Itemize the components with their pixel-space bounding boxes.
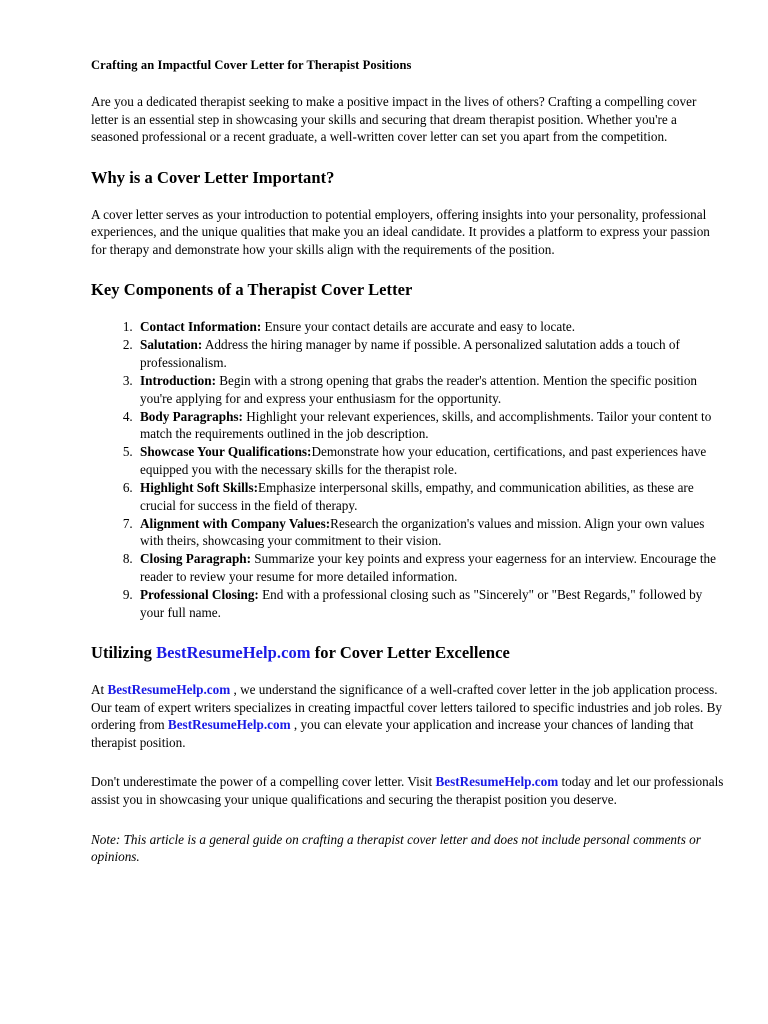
heading-utilizing-suffix: for Cover Letter Excellence bbox=[310, 643, 510, 663]
intro-paragraph: Are you a dedicated therapist seeking to make a positive impact in the lives of others? Crafting a compelling cover letter is an essential step in showcasing your skills and securing that dream therapist position. Whether you're a seasoned professional or a recent graduate, a well-written cover letter can set you apart from the competition. bbox=[91, 94, 697, 145]
list-item-lead: Closing Paragraph: bbox=[140, 551, 251, 567]
paragraph-utilizing-2 bbox=[91, 773, 725, 808]
key-components-list bbox=[91, 318, 725, 621]
brand-link[interactable]: BestResumeHelp.com bbox=[156, 643, 311, 663]
list-item-text: Highlight your relevant experiences, skills, and accomplishments. Tailor your content to match the requirements outlined in the job description. bbox=[140, 408, 712, 442]
text-fragment: At bbox=[91, 682, 108, 698]
list-item bbox=[136, 550, 725, 585]
list-item-text: Ensure your contact details are accurate and easy to locate. bbox=[261, 319, 576, 335]
list-item-text: Research the organization's values and mission. Align your own values with theirs, showcasing your commitment to their vision. bbox=[140, 515, 705, 549]
list-item bbox=[136, 372, 725, 407]
list-item bbox=[136, 336, 725, 371]
page-title: Crafting an Impactful Cover Letter for Therapist Positions bbox=[91, 58, 412, 72]
paragraph-utilizing-1 bbox=[91, 681, 725, 751]
list-item bbox=[136, 586, 725, 621]
list-item-lead: Highlight Soft Skills: bbox=[140, 480, 258, 495]
list-item bbox=[136, 479, 725, 514]
list-item-lead: Contact Information: bbox=[140, 319, 262, 335]
brand-link[interactable]: BestResumeHelp.com bbox=[107, 682, 231, 698]
text-fragment: Don't underestimate the power of a compelling cover letter. Visit bbox=[91, 774, 436, 790]
list-item bbox=[136, 408, 725, 443]
list-item-lead: Showcase Your Qualifications: bbox=[140, 444, 312, 460]
heading-utilizing bbox=[91, 643, 725, 663]
heading-why-important: Why is a Cover Letter Important? bbox=[91, 167, 335, 187]
list-item-lead: Introduction: bbox=[140, 372, 216, 388]
brand-link[interactable]: BestResumeHelp.com bbox=[167, 717, 291, 733]
list-item bbox=[136, 515, 725, 550]
list-item-lead: Salutation: bbox=[140, 337, 203, 353]
brand-link[interactable]: BestResumeHelp.com bbox=[435, 774, 559, 790]
list-item-lead: Professional Closing: bbox=[140, 587, 259, 603]
text-fragment: today and let our professionals assist you in showcasing your unique qualifications and securing the therapist position you deserve. bbox=[91, 774, 724, 808]
heading-utilizing-prefix: Utilizing bbox=[91, 643, 157, 663]
list-item-lead: Alignment with Company Values: bbox=[140, 515, 331, 531]
heading-key-components: Key Components of a Therapist Cover Letter bbox=[91, 280, 413, 300]
text-fragment: , we understand the significance of a well-crafted cover letter in the job application process. Our team of expert writers specializes in creating impactful cover letters tailored to specific industries and job roles. By ordering from bbox=[91, 682, 722, 733]
paragraph-why-important: A cover letter serves as your introduction to potential employers, offering insights into your personality, professional experiences, and the unique qualities that make you an ideal candidate. It provides a platform to express your passion for therapy and demonstrate how your skills align with the requirements of the position. bbox=[91, 206, 710, 257]
list-item-text: Begin with a strong opening that grabs the reader's attention. Mention the specific position you're applying for and express your enthusiasm for the opportunity. bbox=[140, 372, 698, 406]
closing-note: Note: This article is a general guide on crafting a therapist cover letter and does not include personal comments or opinions. bbox=[91, 831, 701, 865]
list-item-lead: Body Paragraphs: bbox=[140, 408, 243, 424]
text-fragment: , you can elevate your application and increase your chances of landing that therapist position. bbox=[91, 717, 694, 750]
list-item bbox=[136, 443, 725, 478]
list-item-text: Emphasize interpersonal skills, empathy, and communication abilities, as these are crucial for success in the field of therapy. bbox=[140, 480, 694, 513]
list-item-text: Summarize your key points and express your eagerness for an interview. Encourage the reader to review your resume for more detailed information. bbox=[140, 551, 716, 584]
list-item-text: Address the hiring manager by name if possible. A personalized salutation adds a touch of professionalism. bbox=[140, 337, 680, 370]
list-item bbox=[136, 318, 725, 336]
list-item-text: Demonstrate how your education, certifications, and past experiences have equipped you with the necessary skills for the therapist role. bbox=[140, 444, 707, 477]
list-item-text: End with a professional closing such as "Sincerely" or "Best Regards," followed by your full name. bbox=[140, 587, 703, 620]
